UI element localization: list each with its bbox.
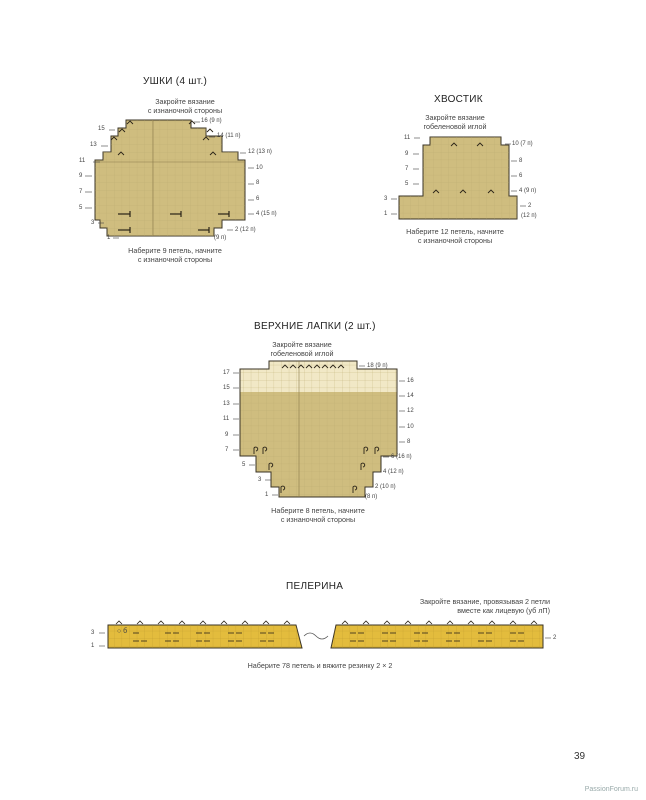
ears-top-note-line-2: с изнаночной стороны (147, 106, 223, 115)
paws-row-11: 11 (223, 416, 230, 422)
cape-top-note-line-2: вместе как лицевую (уб лП) (457, 606, 550, 615)
paws-row-17: 17 (223, 370, 230, 376)
tail-bottom-note-line-1: Наберите 12 петель, начните (406, 227, 504, 236)
ears-row-2: 2 (12 п) (235, 227, 256, 233)
tail-row-7: 7 (405, 166, 409, 172)
tail-top-note-line-1: Закройте вязание (425, 113, 485, 122)
paws-row-7: 7 (225, 447, 229, 453)
tail-start-count: (12 п) (521, 213, 537, 219)
cape-row-3: 3 (91, 630, 95, 636)
ears-row-9: 9 (79, 173, 83, 179)
ears-row-14: 14 (11 п) (217, 133, 241, 139)
tail-bottom-note-line-2: с изнаночной стороны (417, 236, 493, 245)
paws-row-13: 13 (223, 401, 230, 407)
cape-top-note-line-1: Закройте вязание, провязывая 2 петли (419, 597, 550, 606)
watermark: PassionForum.ru (584, 786, 638, 793)
paws-row-2: 2 (10 п) (375, 484, 396, 490)
ears-row-7: 7 (79, 189, 83, 195)
tail-row-2: 2 (528, 203, 532, 209)
ears-bottom-note-line-2: с изнаночной стороны (137, 255, 213, 264)
paws-row-8: 8 (407, 439, 411, 445)
paws-row-6: 6 (16 п) (391, 454, 412, 460)
tail-row-9: 9 (405, 151, 409, 157)
ears-row-4: 4 (15 п) (256, 211, 277, 217)
ears-row-8: 8 (256, 180, 260, 186)
paws-bottom-note-line-2: с изнаночной стороны (280, 515, 356, 524)
tail-row-6: 6 (519, 173, 523, 179)
paws-row-18: 18 (9 п) (367, 363, 388, 369)
paws-top-note-line-1: Закройте вязание (272, 340, 332, 349)
tail-row-10: 10 (7 п) (512, 141, 533, 147)
tail-top-note-line-2: гобеленовой иглой (423, 122, 487, 131)
ears-row-3: 3 (91, 220, 95, 226)
ears-row-12: 12 (13 п) (248, 149, 272, 155)
paws-row-3: 3 (258, 477, 262, 483)
tail-row-3: 3 (384, 196, 388, 202)
ears-title: УШКИ (4 шт.) (143, 76, 208, 87)
cape-break-mark (304, 633, 328, 639)
tail-row-5: 5 (405, 181, 409, 187)
paws-bottom-note-line-1: Наберите 8 петель, начните (271, 506, 365, 515)
paws-row-12: 12 (407, 408, 414, 414)
page-number: 39 (574, 751, 586, 762)
cape-symbols: ○ б (117, 628, 128, 635)
ears-row-5: 5 (79, 205, 83, 211)
cape-title: ПЕЛЕРИНА (286, 581, 344, 592)
paws-row-1: 1 (265, 492, 269, 498)
paws-row-4: 4 (12 п) (383, 469, 404, 475)
tail-row-8: 8 (519, 158, 523, 164)
paws-row-9: 9 (225, 432, 229, 438)
ears-row-6: 6 (256, 196, 260, 202)
ears-row-11: 11 (79, 158, 86, 164)
tail-row-11: 11 (404, 135, 411, 141)
ears-start-count: (9 п) (214, 235, 227, 241)
tail-title: ХВОСТИК (434, 94, 483, 105)
ears-row-1: 1 (107, 235, 111, 241)
ears-row-10: 10 (256, 165, 263, 171)
ears-bottom-note-line-1: Наберите 9 петель, начните (128, 246, 222, 255)
paws-start-count: (8 п) (365, 494, 378, 500)
cape-bottom-note: Наберите 78 петель и вяжите резинку 2 × 2 (247, 661, 393, 670)
paws-row-16: 16 (407, 378, 414, 384)
paws-title: ВЕРХНИЕ ЛАПКИ (2 шт.) (254, 321, 376, 332)
paws-row-5: 5 (242, 462, 246, 468)
paws-top-note-line-2: гобеленовой иглой (270, 349, 334, 358)
paws-row-14: 14 (407, 393, 414, 399)
ears-top-note-line-1: Закройте вязание (155, 97, 215, 106)
paws-row-15: 15 (223, 385, 230, 391)
tail-row-1: 1 (384, 211, 388, 217)
paws-row-10: 10 (407, 424, 414, 430)
tail-row-4: 4 (9 п) (519, 188, 537, 194)
ears-row-13: 13 (90, 142, 97, 148)
ears-row-16: 16 (9 п) (201, 118, 222, 124)
cape-row-2: 2 (553, 635, 557, 641)
cape-row-1: 1 (91, 643, 95, 649)
ears-row-15: 15 (98, 126, 105, 132)
